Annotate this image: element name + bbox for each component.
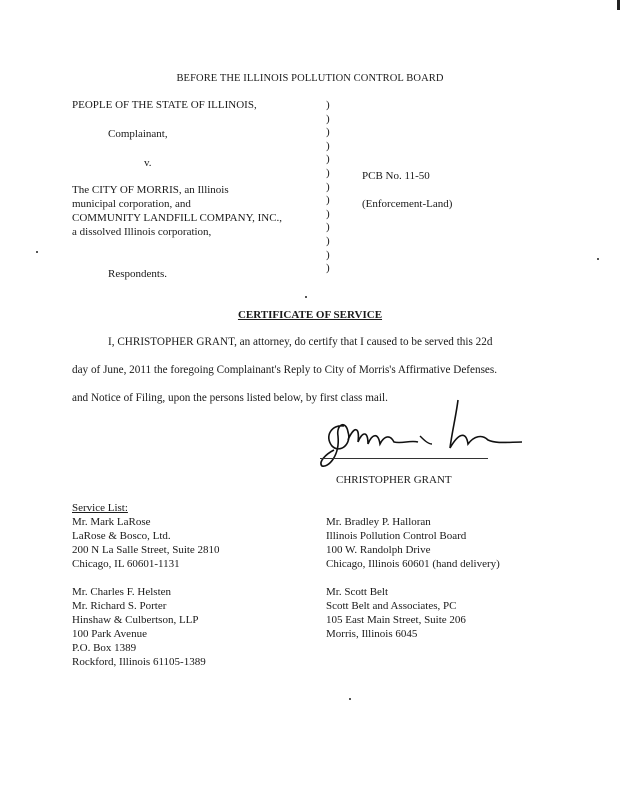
- certificate-line: day of June, 2011 the foregoing Complainant's Reply to City of Morris's Affirmative Defenses.: [72, 364, 498, 376]
- caption-paren: ): [326, 126, 330, 139]
- service-right-line: Mr. Bradley P. Halloran: [326, 516, 431, 528]
- service-left-line: Mr. Charles F. Helsten: [72, 586, 172, 598]
- service-right-line: Mr. Scott Belt: [326, 586, 389, 598]
- service-left-line: 200 N La Salle Street, Suite 2810: [72, 544, 220, 556]
- scan-speck: [349, 698, 351, 700]
- caption-paren: ): [326, 262, 330, 275]
- caption-paren: ): [326, 180, 330, 193]
- defendant-line: a dissolved Illinois corporation,: [72, 226, 212, 238]
- caption-paren: ): [326, 248, 330, 261]
- service-left-line: Chicago, IL 60601-1131: [72, 558, 180, 570]
- caption-paren: ): [326, 194, 330, 207]
- caption-paren: ): [326, 153, 330, 166]
- defendant-role: Respondents.: [108, 268, 167, 280]
- service-left-line: P.O. Box 1389: [72, 642, 137, 654]
- caption-paren: ): [326, 166, 330, 179]
- service-left-line: Mr. Mark LaRose: [72, 516, 151, 528]
- defendant-line: The CITY OF MORRIS, an Illinois: [72, 184, 229, 196]
- service-right-line: Chicago, Illinois 60601 (hand delivery): [326, 558, 500, 570]
- signature-line: [320, 458, 488, 459]
- handwritten-signature: [318, 396, 528, 476]
- caption-paren: ): [326, 234, 330, 247]
- certificate-title: CERTIFICATE OF SERVICE: [237, 309, 383, 321]
- case-number: PCB No. 11-50: [362, 170, 430, 182]
- service-right-line: 105 East Main Street, Suite 206: [326, 614, 466, 626]
- plaintiff-role: Complainant,: [108, 128, 168, 140]
- service-list-heading: Service List:: [72, 502, 128, 514]
- caption-paren: ): [326, 139, 330, 152]
- signer-name: CHRISTOPHER GRANT: [336, 474, 452, 486]
- certificate-line: and Notice of Filing, upon the persons listed below, by first class mail.: [72, 392, 388, 404]
- service-right-line: Morris, Illinois 6045: [326, 628, 418, 640]
- service-right-line: Scott Belt and Associates, PC: [326, 600, 457, 612]
- caption-paren: ): [326, 112, 330, 125]
- service-left-line: Rockford, Illinois 61105-1389: [72, 656, 206, 668]
- scan-speck: [36, 251, 38, 253]
- defendant-line: COMMUNITY LANDFILL COMPANY, INC.,: [72, 212, 283, 224]
- scan-speck: [305, 296, 307, 298]
- service-left-line: Hinshaw & Culbertson, LLP: [72, 614, 199, 626]
- caption-paren: ): [326, 221, 330, 234]
- plaintiff-name: PEOPLE OF THE STATE OF ILLINOIS,: [72, 99, 257, 111]
- service-left-line: LaRose & Bosco, Ltd.: [72, 530, 171, 542]
- service-right-line: Illinois Pollution Control Board: [326, 530, 467, 542]
- defendant-line: municipal corporation, and: [72, 198, 191, 210]
- service-left-line: 100 Park Avenue: [72, 628, 147, 640]
- service-right-line: 100 W. Randolph Drive: [326, 544, 431, 556]
- caption-paren: ): [326, 207, 330, 220]
- caption-paren-column: [326, 99, 336, 276]
- service-left-line: Mr. Richard S. Porter: [72, 600, 167, 612]
- versus: v.: [144, 157, 152, 169]
- caption-paren: ): [326, 99, 330, 111]
- certificate-line: I, CHRISTOPHER GRANT, an attorney, do certify that I caused to be served this 22d: [108, 336, 493, 348]
- scan-speck: [597, 258, 599, 260]
- board-title: BEFORE THE ILLINOIS POLLUTION CONTROL BOARD: [176, 73, 444, 84]
- case-type: (Enforcement-Land): [362, 198, 453, 210]
